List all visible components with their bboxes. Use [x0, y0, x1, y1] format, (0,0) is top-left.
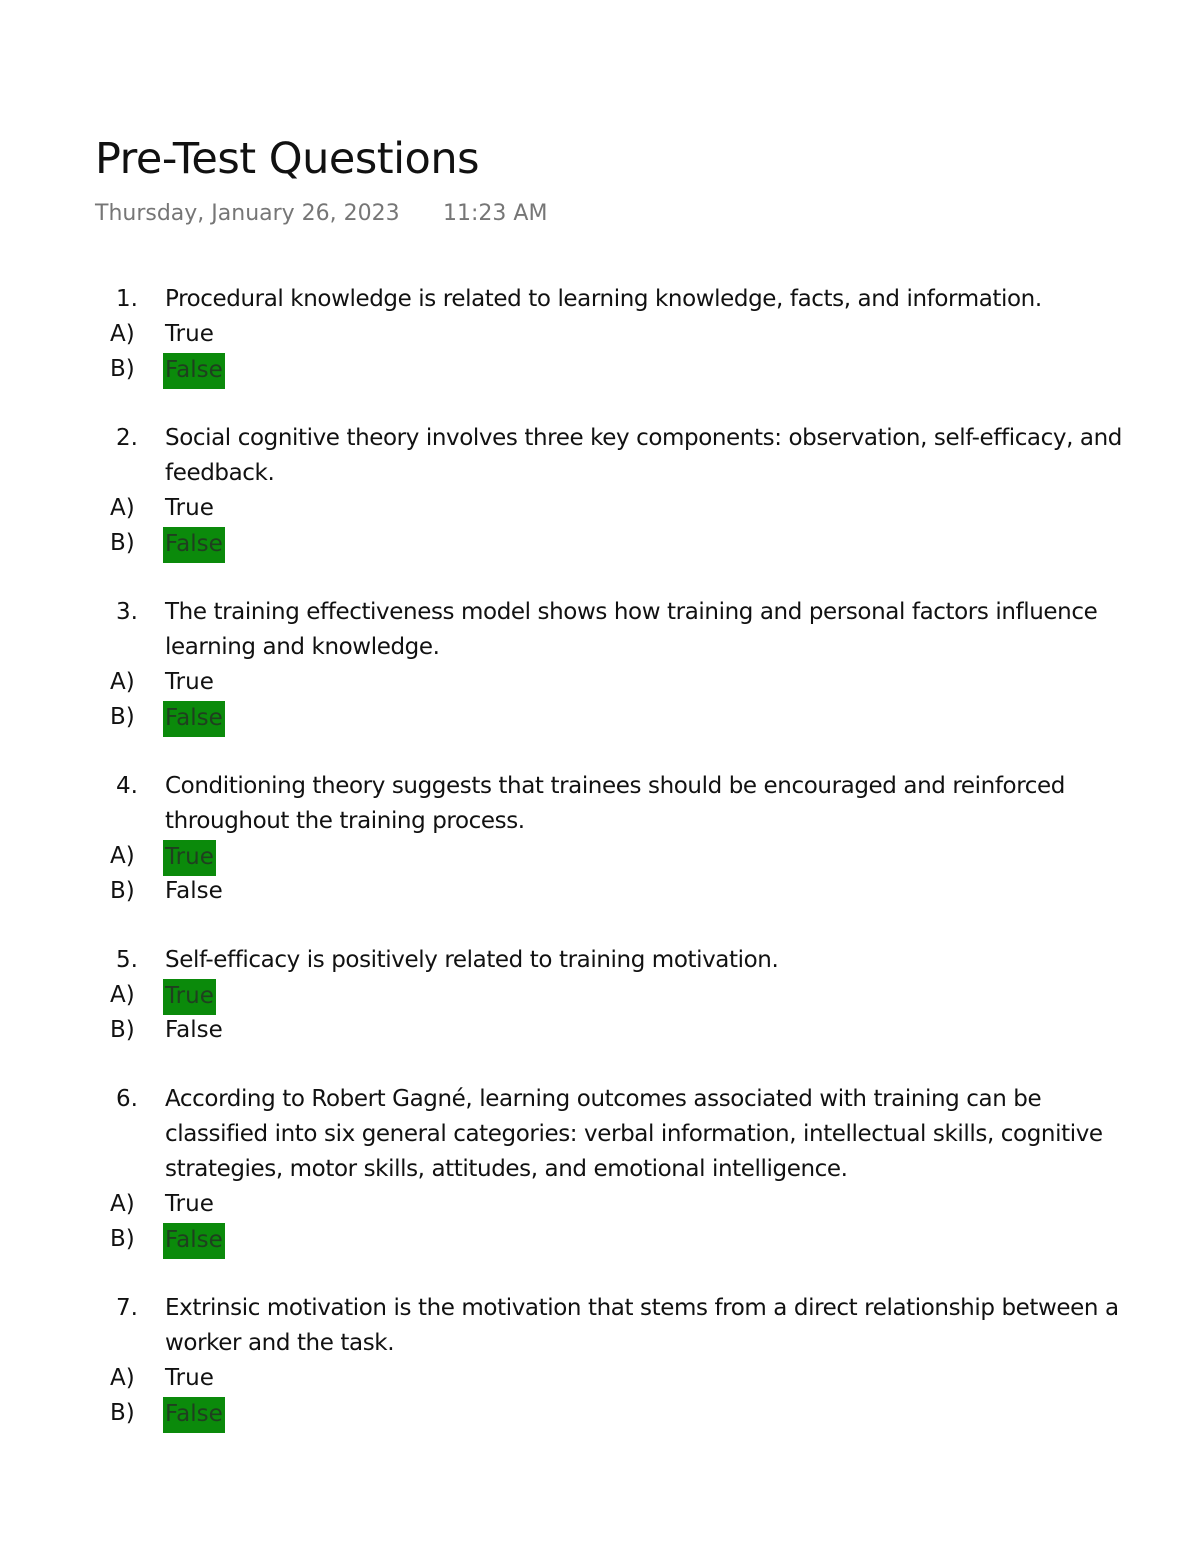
- question-row: [0, 595, 1200, 665]
- question-item: [0, 769, 1200, 909]
- option-letter: B): [110, 356, 135, 382]
- question-text: According to Robert Gagné, learning outcomes associated with training can be classified into six general categories: verbal information, intellectual skills, cognitive strategies, motor skills, attitudes, and emotional intelligence.: [165, 1086, 1103, 1182]
- option-text: True: [165, 669, 214, 695]
- question-row: [0, 421, 1200, 491]
- option-letter: B): [110, 530, 135, 556]
- option-letter: B): [110, 1226, 135, 1252]
- page-title: Pre-Test Questions: [95, 134, 480, 184]
- answer-option: [0, 317, 1200, 352]
- question-row: [0, 943, 1200, 978]
- answer-option: [0, 665, 1200, 700]
- answer-option: [0, 526, 1200, 561]
- option-letter: A): [110, 982, 135, 1008]
- question-text: Procedural knowledge is related to learning knowledge, facts, and information.: [165, 286, 1042, 312]
- question-text: Conditioning theory suggests that trainees should be encouraged and reinforced throughout the training process.: [165, 773, 1065, 834]
- option-text: True: [165, 321, 214, 347]
- question-item: [0, 943, 1200, 1048]
- question-number: 2.: [116, 425, 138, 451]
- correct-answer-highlight: True: [163, 979, 216, 1015]
- option-letter: A): [110, 1365, 135, 1391]
- option-text: True: [165, 1191, 214, 1217]
- option-letter: B): [110, 1400, 135, 1426]
- answer-option: [0, 978, 1200, 1013]
- answer-option: [0, 1013, 1200, 1048]
- question-number: 7.: [116, 1295, 138, 1321]
- option-letter: B): [110, 878, 135, 904]
- question-number: 4.: [116, 773, 138, 799]
- question-row: [0, 1082, 1200, 1187]
- option-letter: A): [110, 669, 135, 695]
- correct-answer-highlight: False: [163, 353, 225, 389]
- question-number: 1.: [116, 286, 138, 312]
- option-letter: A): [110, 1191, 135, 1217]
- option-text: False: [165, 878, 223, 904]
- correct-answer-highlight: True: [163, 840, 216, 876]
- option-letter: B): [110, 1017, 135, 1043]
- answer-option: [0, 839, 1200, 874]
- question-item: [0, 421, 1200, 561]
- question-number: 3.: [116, 599, 138, 625]
- answer-option: [0, 1222, 1200, 1257]
- question-number: 5.: [116, 947, 138, 973]
- question-item: [0, 595, 1200, 735]
- answer-option: [0, 352, 1200, 387]
- correct-answer-highlight: False: [163, 701, 225, 737]
- answer-option: [0, 1361, 1200, 1396]
- correct-answer-highlight: False: [163, 1223, 225, 1259]
- question-row: [0, 282, 1200, 317]
- option-text: True: [165, 1365, 214, 1391]
- question-item: [0, 282, 1200, 387]
- answer-option: [0, 1187, 1200, 1222]
- question-text: Social cognitive theory involves three key components: observation, self-efficacy, and feedback.: [165, 425, 1122, 486]
- correct-answer-highlight: False: [163, 1397, 225, 1433]
- answer-option: [0, 491, 1200, 526]
- option-letter: A): [110, 843, 135, 869]
- question-text: Self-efficacy is positively related to training motivation.: [165, 947, 779, 973]
- question-item: [0, 1082, 1200, 1257]
- question-row: [0, 769, 1200, 839]
- note-date: Thursday, January 26, 2023: [95, 201, 400, 226]
- option-text: True: [165, 495, 214, 521]
- option-letter: B): [110, 704, 135, 730]
- question-item: [0, 1291, 1200, 1431]
- note-timestamp: [95, 200, 548, 228]
- answer-option: [0, 874, 1200, 909]
- question-text: Extrinsic motivation is the motivation that stems from a direct relationship between a worker and the task.: [165, 1295, 1119, 1356]
- option-letter: A): [110, 495, 135, 521]
- question-row: [0, 1291, 1200, 1361]
- question-list: [0, 282, 1200, 1465]
- note-time: 11:23 AM: [443, 201, 548, 226]
- correct-answer-highlight: False: [163, 527, 225, 563]
- answer-option: [0, 700, 1200, 735]
- question-text: The training effectiveness model shows how training and personal factors influence learning and knowledge.: [165, 599, 1098, 660]
- option-letter: A): [110, 321, 135, 347]
- question-number: 6.: [116, 1086, 138, 1112]
- answer-option: [0, 1396, 1200, 1431]
- option-text: False: [165, 1017, 223, 1043]
